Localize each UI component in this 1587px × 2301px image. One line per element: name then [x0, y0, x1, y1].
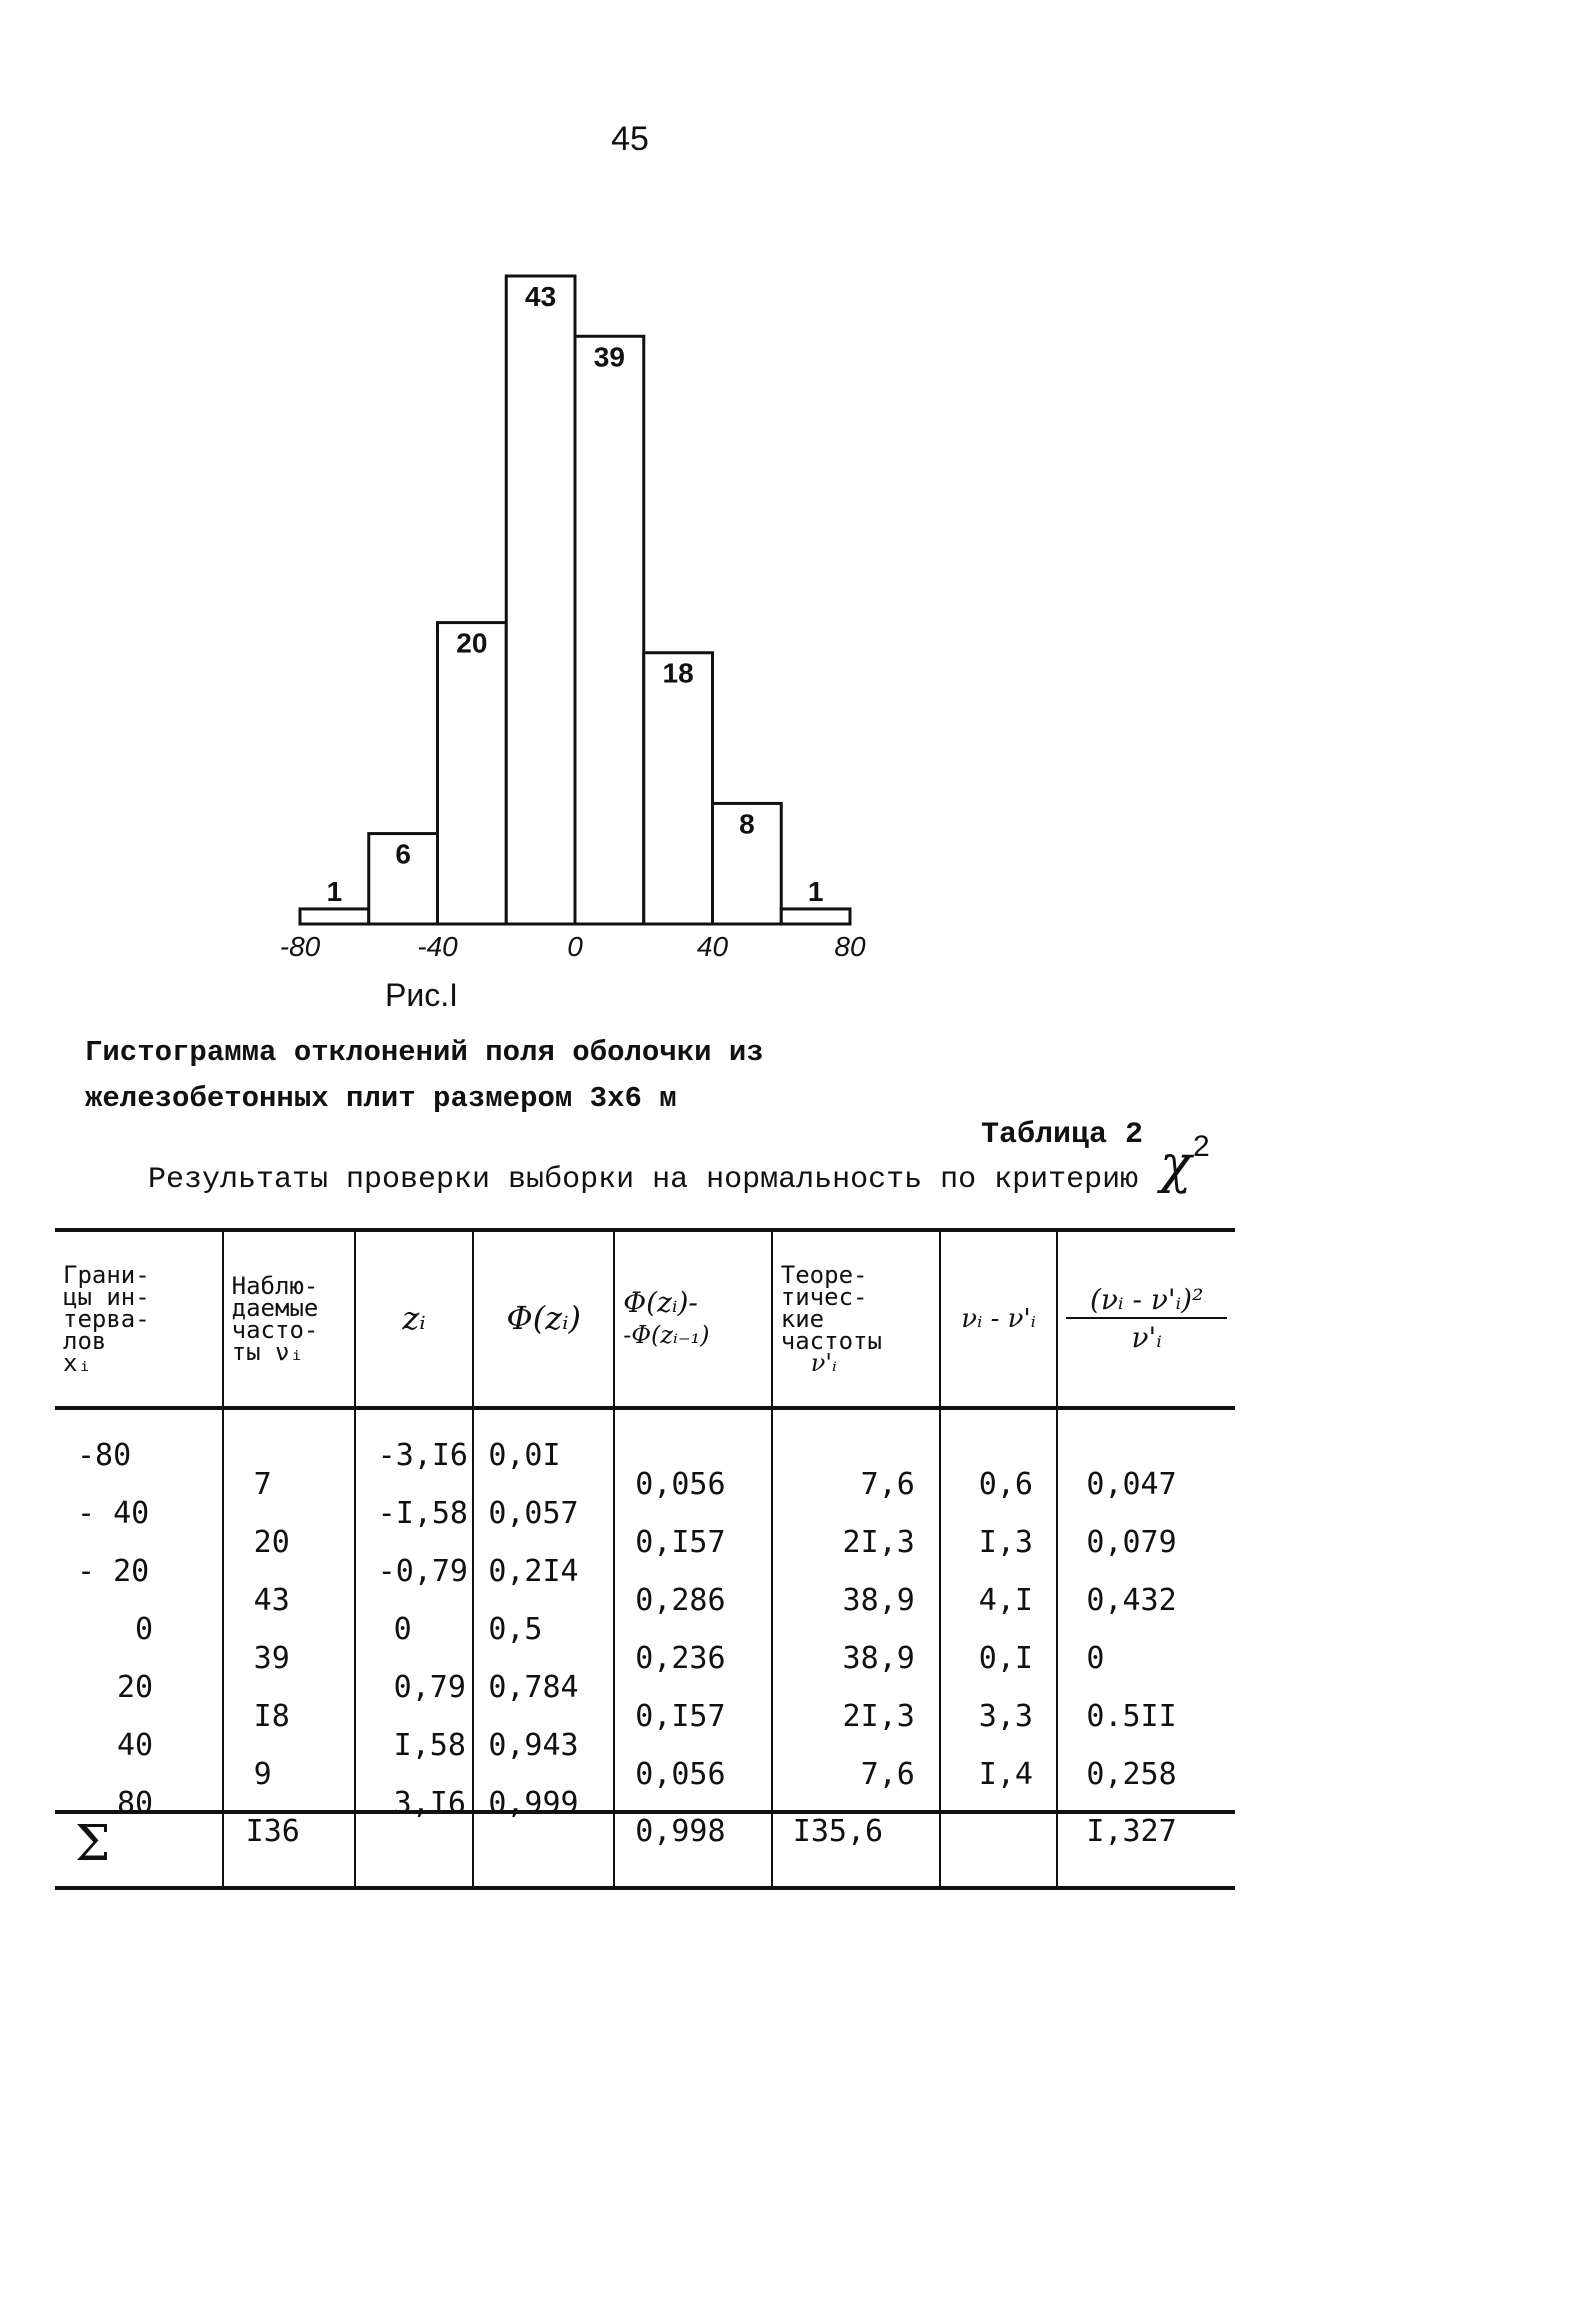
- sum-empty-phi: [473, 1812, 614, 1888]
- bar-value-label: 18: [662, 657, 694, 689]
- header-phi-label: Φ(zᵢ): [506, 1298, 582, 1337]
- sum-empty-diff: [940, 1812, 1058, 1888]
- diff-value: 0,6: [978, 1467, 1033, 1502]
- chi-term-value: 0: [1086, 1641, 1105, 1676]
- z-value: -3,I6: [377, 1438, 468, 1473]
- column-observed: [223, 1408, 355, 1812]
- table-title: Результаты проверки выборки на нормальность по критерию: [148, 1163, 1139, 1197]
- column-chi-term: [1057, 1408, 1235, 1812]
- dphi-value: 0,056: [635, 1757, 726, 1792]
- header-dphi-line: -Φ(zᵢ₋₁): [623, 1321, 710, 1349]
- table-header-row: [55, 1230, 1235, 1408]
- sum-empty-z: [355, 1812, 474, 1888]
- dphi-value: 0,I57: [635, 1525, 726, 1560]
- diff-value: 0,I: [978, 1641, 1033, 1676]
- header-dphi-line: Φ(zᵢ)-: [623, 1286, 698, 1319]
- chi-symbol: χ: [1160, 1135, 1192, 1195]
- observed-value: 20: [253, 1525, 290, 1560]
- header-theoretical-line: кие: [780, 1305, 825, 1333]
- z-value: 3,I6: [393, 1786, 466, 1821]
- figure-caption-line-1: Гистограмма отклонений поля оболочки из: [85, 1036, 764, 1069]
- phi-value: 0,5: [488, 1612, 543, 1647]
- table-data-row: [55, 1408, 1235, 1812]
- column-dphi: [614, 1408, 772, 1812]
- histogram-chart: [0, 0, 1587, 1000]
- z-value: 0: [393, 1612, 412, 1647]
- chi-term-value: 0,432: [1086, 1583, 1177, 1618]
- header-phi: [473, 1230, 614, 1408]
- header-bounds-line: лов: [63, 1327, 107, 1355]
- figure-label: Рис.I: [385, 977, 458, 1013]
- header-theoretical: [772, 1230, 940, 1408]
- figure-caption-line-2: железобетонных плит размером 3х6 м: [85, 1082, 677, 1115]
- results-table: [55, 1228, 1235, 1890]
- histogram-bar: [781, 909, 850, 924]
- theoretical-value: 7,6: [860, 1757, 915, 1792]
- chi-term-value: 0.5II: [1086, 1699, 1177, 1734]
- observed-value: 9: [253, 1757, 272, 1792]
- page-number: 45: [611, 120, 649, 158]
- column-diff: [940, 1408, 1058, 1812]
- header-observed-line: Наблю-: [231, 1272, 319, 1300]
- bound-value: 80: [117, 1786, 154, 1821]
- theoretical-value: 7,6: [860, 1467, 915, 1502]
- bound-value: 0: [135, 1612, 154, 1647]
- header-observed: [223, 1230, 355, 1408]
- phi-value: 0,2I4: [488, 1554, 579, 1589]
- header-z: [355, 1230, 474, 1408]
- sigma-symbol: Σ: [75, 1814, 111, 1872]
- phi-value: 0,999: [488, 1786, 579, 1821]
- z-value: 0,79: [393, 1670, 466, 1705]
- observed-value: I8: [253, 1699, 290, 1734]
- diff-value: I,4: [978, 1757, 1033, 1792]
- header-bounds-line: терва-: [63, 1305, 150, 1333]
- z-value: I,58: [393, 1728, 466, 1763]
- dphi-value: 0,056: [635, 1467, 726, 1502]
- bar-value-label: 20: [456, 627, 488, 659]
- header-theoretical-line: ν'ᵢ: [810, 1349, 837, 1377]
- bar-value-label: 39: [593, 341, 625, 373]
- table-sum-row: [55, 1812, 1235, 1888]
- column-theoretical: [772, 1408, 940, 1812]
- observed-value: 7: [253, 1467, 272, 1502]
- observed-value: 43: [253, 1583, 290, 1618]
- sum-chi-term: I,327: [1057, 1812, 1235, 1888]
- bound-value: 40: [117, 1728, 154, 1763]
- x-tick-label: 40: [696, 931, 729, 962]
- header-diff: [940, 1230, 1058, 1408]
- theoretical-value: 2I,3: [842, 1699, 915, 1734]
- bound-value: 20: [117, 1670, 154, 1705]
- x-tick-label: 0: [567, 931, 583, 962]
- diff-value: 3,3: [978, 1699, 1033, 1734]
- observed-value: 39: [253, 1641, 290, 1676]
- histogram-bar: [506, 276, 575, 924]
- histogram-bar: [644, 653, 713, 924]
- header-diff-label: νᵢ - ν'ᵢ: [961, 1304, 1036, 1334]
- bar-value-label: 8: [739, 808, 755, 840]
- header-theoretical-line: Теоре-: [780, 1261, 868, 1289]
- sum-observed: I36: [223, 1812, 355, 1888]
- chi-term-value: 0,079: [1086, 1525, 1177, 1560]
- histogram-bar: [300, 909, 369, 924]
- bar-value-label: 43: [525, 281, 557, 312]
- dphi-value: 0,286: [635, 1583, 726, 1618]
- header-chi-denominator: ν'ᵢ: [1131, 1321, 1162, 1354]
- bar-value-label: 6: [395, 838, 411, 870]
- phi-value: 0,0I: [488, 1438, 561, 1473]
- theoretical-value: 2I,3: [842, 1525, 915, 1560]
- bound-value: -80: [77, 1438, 132, 1473]
- dphi-value: 0,I57: [635, 1699, 726, 1734]
- figure-caption: [85, 1030, 764, 1122]
- header-bounds-line: цы ин-: [63, 1283, 150, 1311]
- chi-superscript: 2: [1193, 1130, 1210, 1163]
- header-observed-line: ты νᵢ: [231, 1338, 304, 1366]
- header-chi-term: [1057, 1230, 1235, 1408]
- histogram-x-ticks: [280, 931, 866, 962]
- bar-value-label: 1: [326, 875, 343, 907]
- histogram-bars: [300, 276, 850, 924]
- header-theoretical-line: частоты: [780, 1327, 882, 1355]
- header-bounds-line: Грани-: [63, 1261, 150, 1289]
- theoretical-value: 38,9: [842, 1583, 915, 1618]
- header-observed-line: даемые: [231, 1294, 319, 1322]
- column-bounds: [55, 1408, 223, 1821]
- x-tick-label: -80: [279, 931, 321, 962]
- diff-value: I,3: [978, 1525, 1033, 1560]
- histogram-bar: [575, 336, 644, 924]
- diff-value: 4,I: [978, 1583, 1033, 1618]
- theoretical-value: 38,9: [842, 1641, 915, 1676]
- x-tick-label: -40: [417, 931, 458, 962]
- sum-theoretical: I35,6: [772, 1812, 940, 1888]
- bound-value: - 40: [77, 1496, 150, 1531]
- z-value: -I,58: [377, 1496, 468, 1531]
- header-theoretical-line: тичес-: [780, 1283, 868, 1311]
- phi-value: 0,943: [488, 1728, 579, 1763]
- x-tick-label: 80: [834, 931, 866, 962]
- chi-term-value: 0,047: [1086, 1467, 1177, 1502]
- chi-term-value: 0,258: [1086, 1757, 1177, 1792]
- table-number: Таблица 2: [980, 1118, 1143, 1152]
- phi-value: 0,057: [488, 1496, 579, 1531]
- header-observed-line: часто-: [231, 1316, 319, 1344]
- sum-symbol-cell: [55, 1812, 223, 1888]
- header-bounds-line: xᵢ: [63, 1349, 92, 1377]
- sum-dphi: 0,998: [614, 1812, 772, 1888]
- header-chi-numerator: (νᵢ - ν'ᵢ)²: [1066, 1289, 1227, 1319]
- dphi-value: 0,236: [635, 1641, 726, 1676]
- z-value: -0,79: [377, 1554, 468, 1589]
- bound-value: - 20: [77, 1554, 150, 1589]
- histogram-bar: [438, 623, 507, 924]
- header-z-label: zᵢ: [402, 1298, 426, 1337]
- column-phi: [473, 1408, 614, 1821]
- phi-value: 0,784: [488, 1670, 579, 1705]
- header-dphi: [614, 1230, 772, 1408]
- header-bounds: [55, 1230, 223, 1408]
- column-z: [355, 1408, 474, 1821]
- bar-value-label: 1: [807, 875, 824, 907]
